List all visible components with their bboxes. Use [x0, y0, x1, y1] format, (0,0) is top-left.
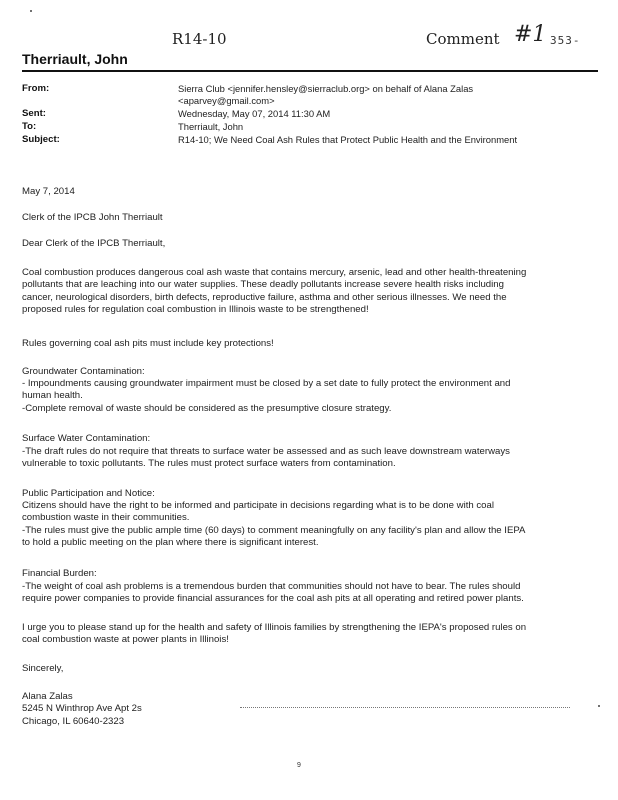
closing-paragraph: [22, 622, 582, 647]
financial-burden-heading: Financial Burden:: [22, 568, 97, 579]
paragraph-line: to hold a public meeting on the plan where there is significant interest.: [22, 537, 319, 549]
page-number: 9: [297, 762, 301, 769]
comment-ref: 353-: [550, 34, 581, 47]
paragraph-line: require power companies to provide financial assurances for the coal ash pits at all operating and retired power plants.: [22, 593, 524, 605]
signature-block: [22, 691, 582, 728]
paragraph-line: - Impoundments causing groundwater impairment must be closed by a set date to fully protect the environment and: [22, 378, 511, 389]
comment-label: Comment: [426, 30, 500, 48]
comment-number: #1: [514, 22, 547, 47]
paragraph-line: Coal combustion produces dangerous coal ash waste that contains mercury, arsenic, lead and other health-threatening: [22, 267, 527, 278]
recipient-name: Therriault, John: [22, 51, 128, 67]
surface-water-section: [22, 446, 582, 471]
public-participation-section: [22, 500, 582, 550]
paragraph-line: I urge you to please stand up for the health and safety of Illinois families by strengthening the IEPA's proposed rules on: [22, 622, 527, 633]
financial-burden-section: [22, 581, 582, 606]
from-value-line: <aparvey@gmail.com>: [178, 95, 275, 106]
public-participation-heading: Public Participation and Notice:: [22, 488, 155, 499]
paragraph-line: vulnerable to toxic pollutants. The rules must protect surface waters from contamination.: [22, 458, 396, 470]
letter-salutation: Dear Clerk of the IPCB Therriault,: [22, 238, 166, 249]
letter-to-line: Clerk of the IPCB John Therriault: [22, 212, 163, 223]
header-rule: [22, 70, 598, 72]
paragraph-line: -The rules must give the public ample time (60 days) to comment meaningfully on any facility's plan and allow the IEPA: [22, 524, 526, 536]
paragraph-line: pollutants that are leaching into our water supplies. These deadly pollutants increase severe health risks including: [22, 279, 504, 291]
signature-address-line: 5245 N Winthrop Ave Apt 2s: [22, 703, 142, 715]
sent-value: Wednesday, May 07, 2014 11:30 AM: [178, 108, 331, 119]
paragraph-key-protections: Rules governing coal ash pits must include key protections!: [22, 338, 274, 349]
paragraph-line: -The weight of coal ash problems is a tremendous burden that communities should not have to bear. The rules should: [22, 581, 521, 592]
groundwater-heading: Groundwater Contamination:: [22, 366, 145, 377]
paragraph-line: combustion waste in their communities.: [22, 512, 190, 524]
from-value-line: Sierra Club <jennifer.hensley@sierraclub.org> on behalf of Alana Zalas: [178, 83, 474, 94]
paragraph-line: human health.: [22, 390, 83, 402]
paragraph-line: cancer, neurological disorders, birth defects, reproductive failure, asthma and other serious illnesses. We need the: [22, 291, 507, 303]
dotted-rule: [240, 707, 570, 708]
scan-speck: [598, 705, 600, 707]
subject-value: R14-10; We Need Coal Ash Rules that Protect Public Health and the Environment: [178, 134, 518, 145]
paragraph-line: proposed rules for regulation coal combustion in Illinois waste to be strengthened!: [22, 304, 369, 316]
scan-speck: [30, 10, 32, 12]
paragraph-line: -The draft rules do not require that threats to surface water be assessed and as such leave downstream waterways: [22, 446, 510, 457]
paragraph-line: Citizens should have the right to be informed and participate in decisions regarding what is to be done with coal: [22, 500, 494, 511]
to-value: Therriault, John: [178, 121, 244, 132]
to-label: To:: [22, 121, 37, 132]
docket-stamp: R14-10: [172, 30, 227, 48]
paragraph-line: -Complete removal of waste should be considered as the presumptive closure strategy.: [22, 402, 392, 414]
letter-signoff: Sincerely,: [22, 663, 64, 674]
letter-date: May 7, 2014: [22, 186, 75, 197]
from-label: From:: [22, 83, 50, 94]
groundwater-section: [22, 378, 582, 415]
from-value: [178, 83, 473, 107]
paragraph-line: coal combustion waste at power plants in Illinois!: [22, 634, 229, 646]
signature-name: Alana Zalas: [22, 691, 73, 702]
surface-water-heading: Surface Water Contamination:: [22, 433, 151, 444]
signature-address-line: Chicago, IL 60640-2323: [22, 715, 125, 727]
subject-label: Subject:: [22, 134, 60, 145]
paragraph-intro: [22, 267, 582, 317]
sent-label: Sent:: [22, 108, 46, 119]
